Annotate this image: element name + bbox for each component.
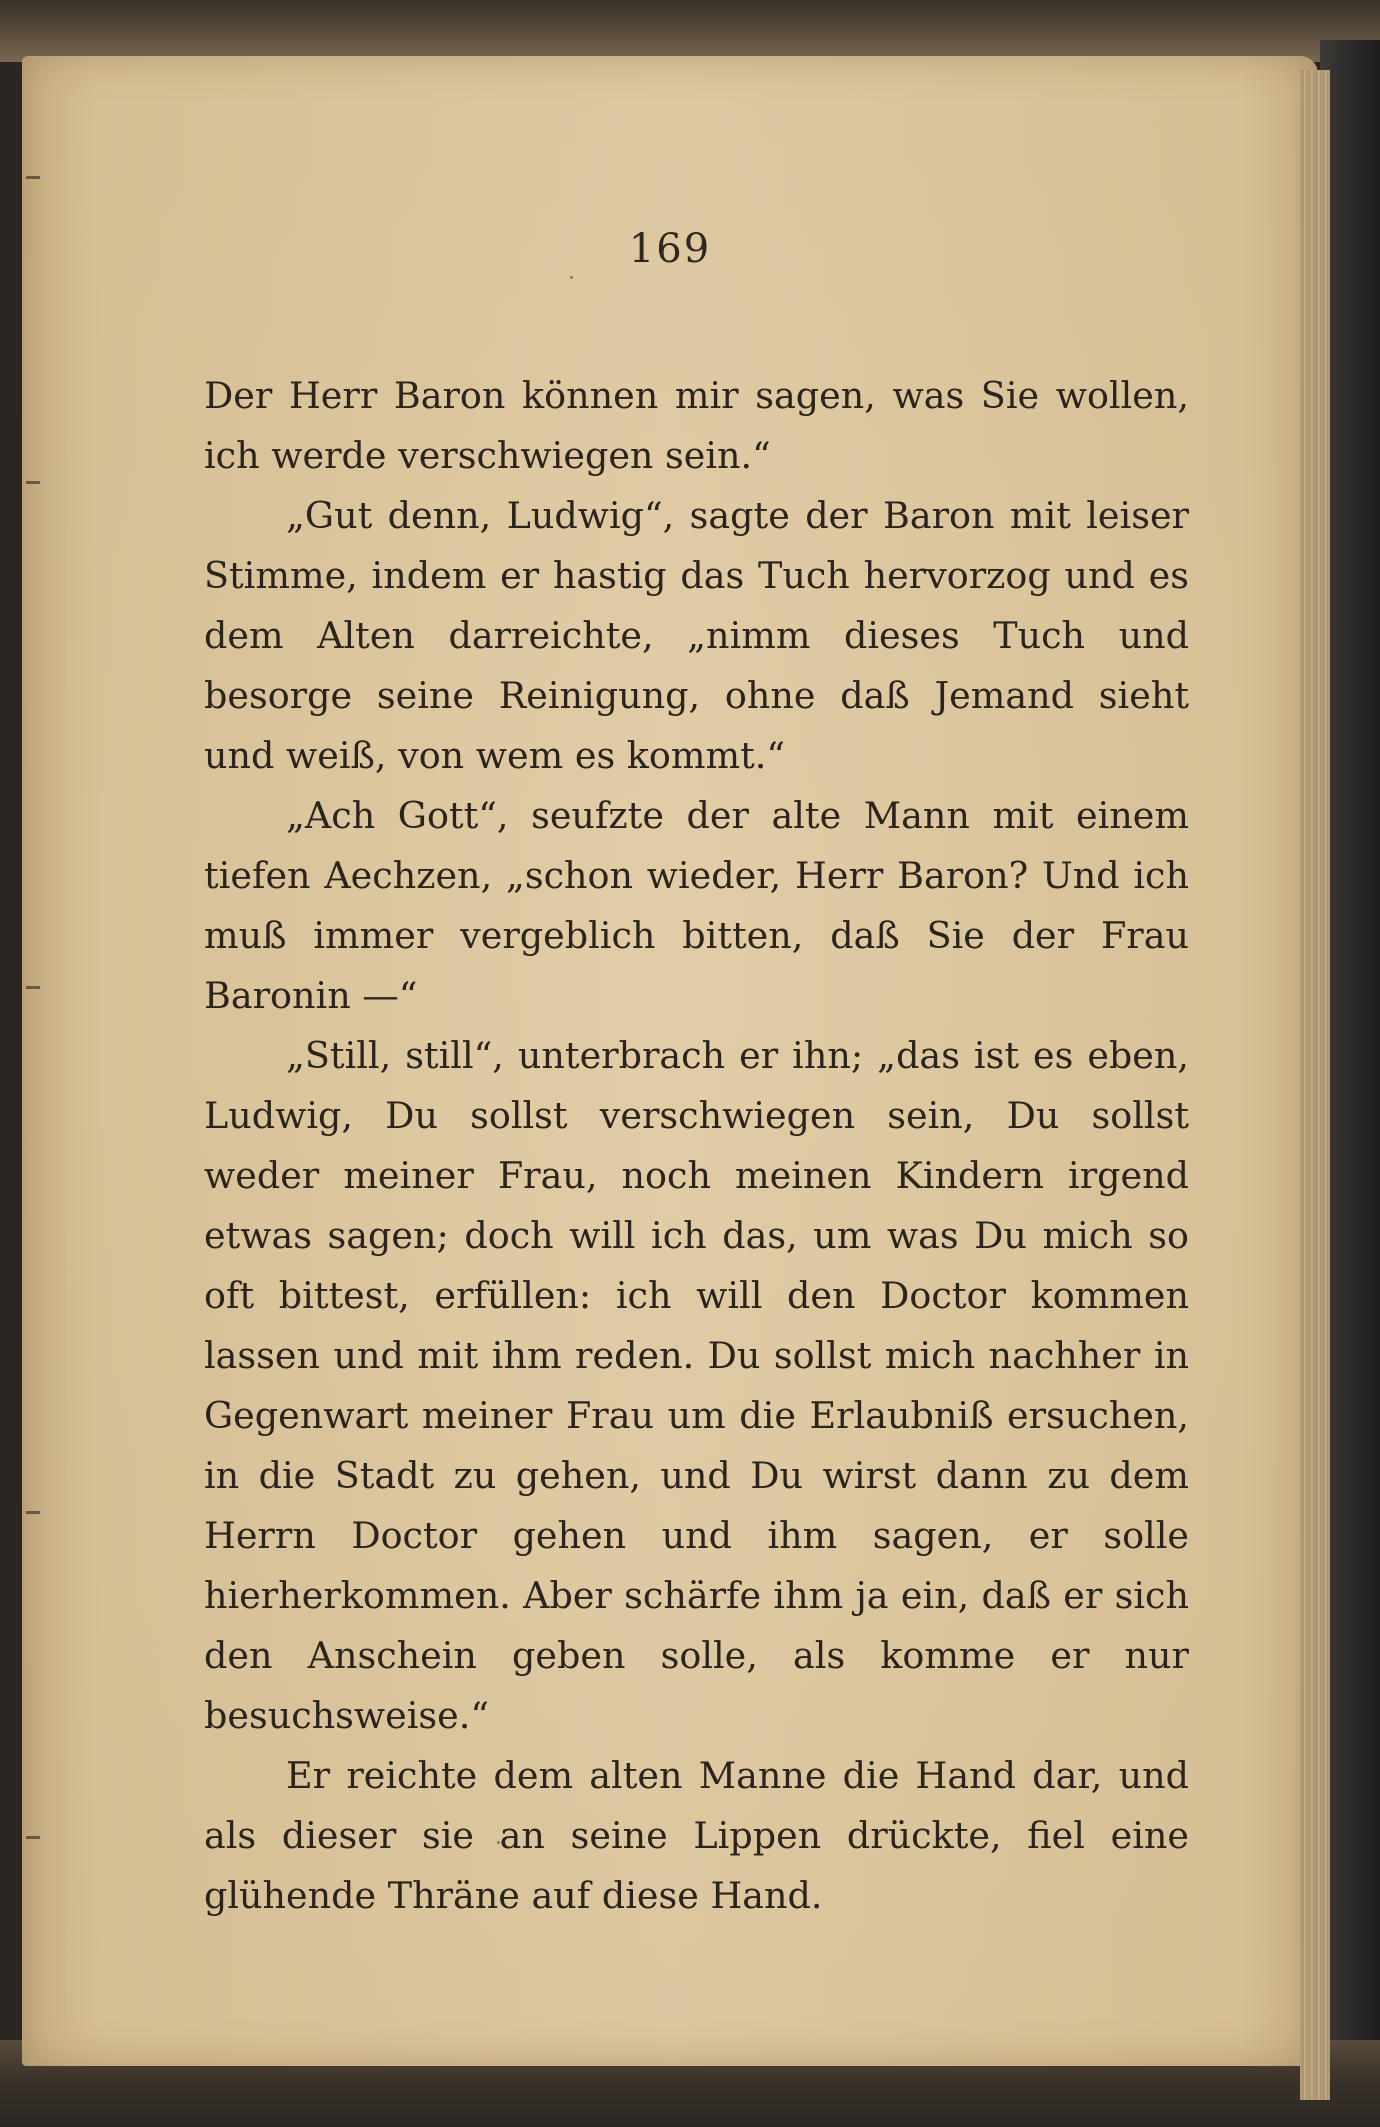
paragraph: Er reichte dem alten Manne die Hand dar, und als dieser sie an seine Lippen drückte, fiel eine glühende Thräne auf diese Hand. bbox=[204, 1754, 1189, 1917]
gutter-mark bbox=[26, 1511, 40, 1514]
paragraph: „Still, still“, unterbrach er ihn; „das ist es eben, Ludwig, Du sollst verschwiegen sein, Du sollst weder meiner Frau, noch meinen Kindern irgend etwas sagen; doch will ich das, um was Du mich so oft bittest, erfüllen: ich will den Doctor kommen lassen und mit ihm reden. Du sollst mich nachher in Gegenwart meiner Frau um die Erlaubniß ersuchen, in die Stadt zu gehen, und Du wirst dann zu dem Herrn Doctor gehen und ihm sagen, er solle hierherkommen. Aber schärfe ihm ja ein, daß er sich den Anschein geben solle, als komme er nur besuchsweise.“ bbox=[204, 1034, 1189, 1737]
gutter-mark bbox=[26, 986, 40, 989]
paragraph: „Ach Gott“, seufzte der alte Mann mit einem tiefen Aechzen, „schon wieder, Herr Baron? Und ich muß immer vergeblich bitten, daß Sie der Frau Baronin —“ bbox=[204, 794, 1189, 1017]
book-page bbox=[22, 56, 1318, 2066]
page-number: 169 bbox=[628, 226, 712, 272]
gutter-mark bbox=[26, 1836, 40, 1839]
gutter-mark bbox=[26, 481, 40, 484]
gutter-mark bbox=[26, 176, 40, 179]
paper-speck bbox=[570, 276, 573, 279]
body-text bbox=[204, 366, 1189, 1926]
page-stack-edge bbox=[1300, 70, 1330, 2100]
paragraph: „Gut denn, Ludwig“, sagte der Baron mit leiser Stimme, indem er hastig das Tuch hervorzog und es dem Alten darreichte, „nimm dieses Tuch und besorge seine Reinigung, ohne daß Jemand sieht und weiß, von wem es kommt.“ bbox=[204, 494, 1189, 777]
book-top-edge bbox=[0, 0, 1380, 62]
paragraph: Der Herr Baron können mir sagen, was Sie wollen, ich werde verschwiegen sein.“ bbox=[204, 374, 1189, 477]
